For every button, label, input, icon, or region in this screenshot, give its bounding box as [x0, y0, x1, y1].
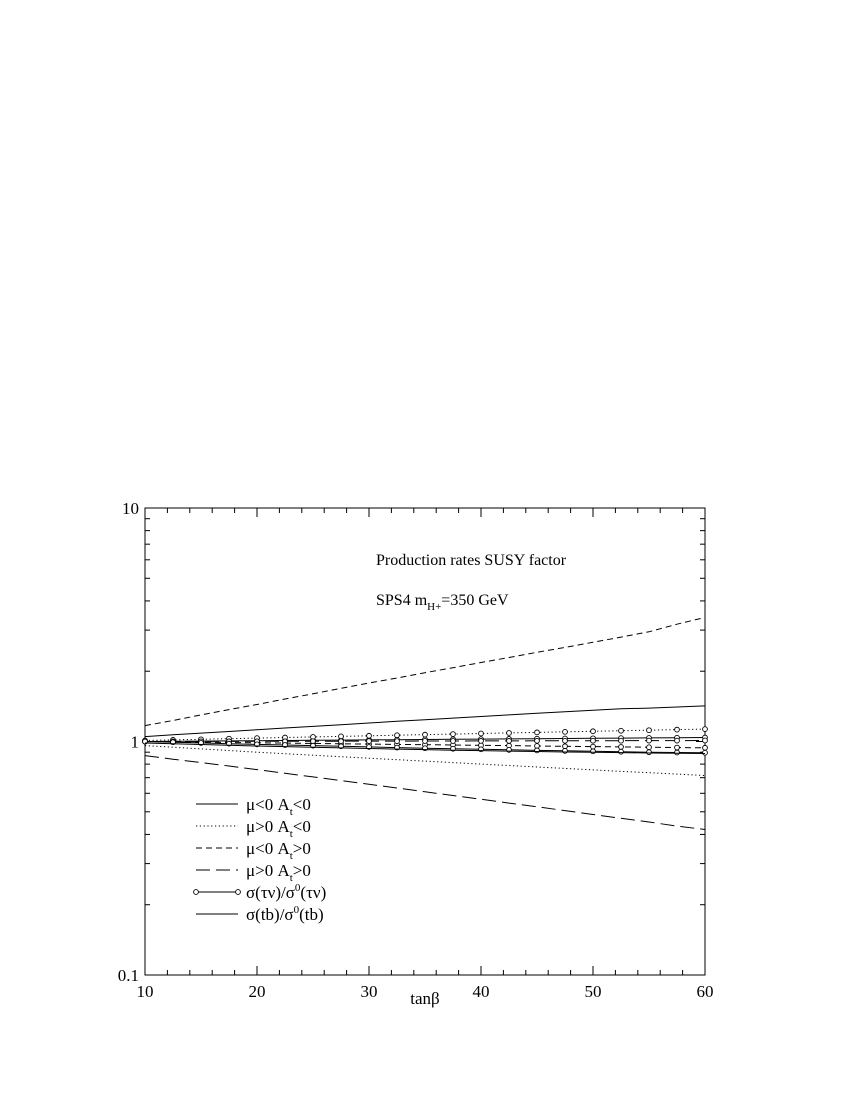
- text-part: SPS4 m: [376, 592, 428, 609]
- annotation-1: [376, 592, 509, 613]
- x-tick-label: 60: [696, 982, 714, 1001]
- data-point: [647, 738, 652, 743]
- data-point: [535, 730, 540, 735]
- x-tick-label: 10: [136, 982, 154, 1001]
- data-point: [703, 745, 708, 750]
- data-point: [479, 738, 484, 743]
- data-point: [507, 731, 512, 736]
- text-part: 0: [294, 882, 301, 894]
- series-line: [145, 756, 705, 830]
- data-point: [563, 738, 568, 743]
- y-tick-label: 0.1: [117, 966, 139, 985]
- annotations: [376, 552, 567, 613]
- text-part: 0: [293, 904, 300, 916]
- data-point: [591, 744, 596, 749]
- data-point: [619, 745, 624, 750]
- data-point: [563, 729, 568, 734]
- y-tick-label: 10: [122, 499, 139, 518]
- text-part: μ<0 A: [246, 839, 290, 858]
- legend: [194, 795, 327, 924]
- series-6: [145, 756, 705, 830]
- legend-entry-4: [194, 882, 327, 902]
- data-point: [647, 728, 652, 733]
- legend-entry-0: [196, 795, 311, 818]
- data-point: [647, 750, 652, 755]
- annotation-0: [376, 552, 567, 569]
- data-point: [535, 738, 540, 743]
- text-part: σ(tb)/σ: [246, 905, 294, 924]
- x-tick-label: 20: [248, 982, 266, 1001]
- data-point: [423, 732, 428, 737]
- x-tick-label: 40: [472, 982, 490, 1001]
- text-part: H+: [427, 601, 442, 613]
- legend-label: [246, 839, 311, 862]
- y-tick-label: 1: [130, 732, 139, 752]
- data-point: [507, 738, 512, 743]
- data-point: [675, 750, 680, 755]
- data-point: [423, 739, 428, 744]
- data-point: [395, 733, 400, 738]
- text-part: (tb): [299, 905, 324, 924]
- data-point: [703, 738, 708, 743]
- data-point: [675, 745, 680, 750]
- data-point: [339, 734, 344, 739]
- text-part: (τν): [300, 883, 327, 902]
- text-part: μ>0 A: [246, 861, 290, 880]
- data-point: [703, 727, 708, 732]
- data-point: [591, 729, 596, 734]
- text-part: t: [289, 828, 293, 840]
- legend-label: [246, 817, 311, 840]
- data-point: [339, 739, 344, 744]
- legend-label: [246, 882, 326, 902]
- data-point: [675, 738, 680, 743]
- x-tick-label: 50: [584, 982, 602, 1001]
- series-layer: [143, 617, 708, 829]
- legend-label: [246, 861, 311, 884]
- text-part: μ>0 A: [246, 817, 290, 836]
- data-point: [367, 739, 372, 744]
- legend-entry-5: [196, 904, 324, 924]
- series-4: [145, 617, 705, 725]
- text-part: Production rates SUSY factor: [376, 552, 567, 569]
- series-line: [145, 617, 705, 725]
- legend-entry-2: [196, 839, 311, 862]
- data-point: [619, 738, 624, 743]
- data-point: [647, 745, 652, 750]
- text-part: <0: [292, 817, 311, 836]
- data-point: [451, 739, 456, 744]
- data-point: [563, 744, 568, 749]
- data-point: [675, 727, 680, 732]
- text-part: <0: [292, 795, 311, 814]
- legend-marker: [236, 890, 241, 895]
- data-point: [591, 738, 596, 743]
- data-point: [591, 749, 596, 754]
- data-point: [535, 748, 540, 753]
- text-part: >0: [292, 861, 311, 880]
- text-part: t: [289, 872, 293, 884]
- data-point: [619, 728, 624, 733]
- legend-marker: [194, 890, 199, 895]
- legend-label: [246, 795, 311, 818]
- text-part: t: [289, 850, 293, 862]
- text-part: >0: [292, 839, 311, 858]
- text-part: t: [289, 806, 293, 818]
- x-axis-label: tanβ: [410, 989, 440, 1008]
- data-point: [367, 733, 372, 738]
- legend-entry-3: [196, 861, 311, 884]
- text-part: σ(τν)/σ: [246, 883, 295, 902]
- text-part: =350 GeV: [441, 592, 509, 609]
- data-point: [703, 750, 708, 755]
- data-point: [479, 731, 484, 736]
- legend-entry-1: [196, 817, 311, 840]
- axis-tick-labels: [118, 499, 714, 1001]
- data-point: [563, 748, 568, 753]
- x-tick-label: 30: [360, 982, 378, 1001]
- text-part: μ<0 A: [246, 795, 290, 814]
- legend-label: [246, 904, 324, 924]
- data-point: [451, 732, 456, 737]
- data-point: [619, 749, 624, 754]
- data-point: [395, 739, 400, 744]
